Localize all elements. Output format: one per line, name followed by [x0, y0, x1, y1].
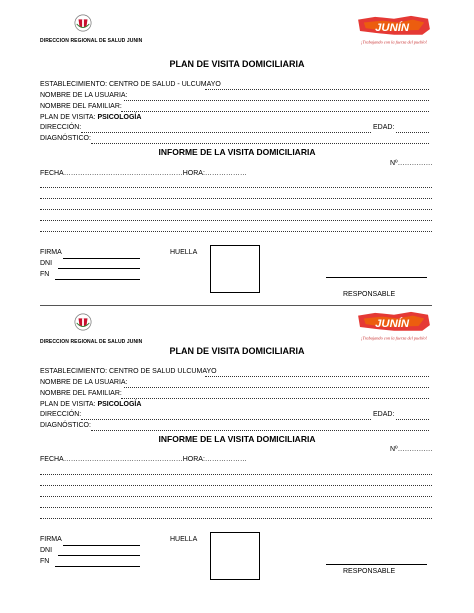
relative-name-line: [121, 398, 429, 399]
report-line: [40, 209, 432, 210]
address-line: [81, 132, 371, 133]
responsible-label: RESPONSABLE: [343, 291, 396, 298]
report-title: INFORME DE LA VISITA DOMICILIARIA: [158, 147, 316, 157]
visit-plan-field: [40, 114, 141, 121]
fn-label: FN: [40, 558, 50, 565]
date-time-field: FECHA……………………………………………HORA:………………: [40, 170, 247, 177]
report-number: Nº……………: [390, 446, 433, 453]
report-title: INFORME DE LA VISITA DOMICILIARIA: [158, 434, 316, 444]
responsible-label: RESPONSABLE: [343, 568, 396, 575]
report-line: [40, 187, 432, 188]
fingerprint-label: HUELLA: [170, 536, 198, 543]
dni-label: DNI: [40, 547, 53, 554]
peru-seal-icon: [74, 14, 92, 32]
fingerprint-label: HUELLA: [170, 249, 198, 256]
age-line: [396, 132, 429, 133]
establishment-line: [205, 89, 429, 90]
report-line: [40, 220, 432, 221]
relative-name-label: NOMBRE DEL FAMILIAR:: [40, 103, 122, 110]
report-line: [40, 507, 432, 508]
relative-name-line: [121, 111, 429, 112]
form-title: PLAN DE VISITA DOMICILIARIA: [169, 59, 305, 69]
report-line: [40, 198, 432, 199]
fn-line: [55, 566, 140, 567]
fingerprint-box: [210, 532, 260, 580]
report-line: [40, 474, 432, 475]
responsible-signature-line: [326, 277, 427, 278]
age-label: EDAD:: [373, 124, 395, 131]
signature-line: [63, 258, 140, 259]
age-label: EDAD:: [373, 411, 395, 418]
report-line: [40, 485, 432, 486]
logo-wordmark: JUNÍN: [375, 318, 410, 330]
establishment-line: [205, 376, 429, 377]
logo-slogan: ¡Trabajando con la fuerza del pueblo!: [360, 39, 428, 45]
establishment-field: ESTABLECIMIENTO: CENTRO DE SALUD ULCUMAYO: [40, 368, 217, 375]
patient-name-label: NOMBRE DE LA USUARIA:: [40, 379, 128, 386]
patient-name-line: [124, 100, 429, 101]
junin-region-logo: [356, 310, 432, 344]
responsible-signature-line: [326, 564, 427, 565]
visit-plan-value: PSICOLOGÍA: [97, 114, 142, 121]
visit-form-2: [0, 299, 474, 599]
visit-form-1: [0, 0, 474, 300]
junin-region-logo: [356, 14, 432, 48]
dni-label: DNI: [40, 260, 53, 267]
fn-line: [55, 279, 140, 280]
patient-name-label: NOMBRE DE LA USUARIA:: [40, 92, 128, 99]
establishment-field: ESTABLECIMIENTO: CENTRO DE SALUD - ULCUMAYO: [40, 81, 221, 88]
address-label: DIRECCIÓN:: [40, 124, 82, 131]
diagnosis-line: [91, 430, 429, 431]
dni-line: [58, 268, 140, 269]
fingerprint-box: [210, 245, 260, 293]
patient-name-line: [124, 387, 429, 388]
visit-plan-value: PSICOLOGÍA: [97, 401, 142, 408]
dni-line: [58, 555, 140, 556]
report-number: Nº……………: [390, 160, 433, 167]
address-line: [81, 419, 371, 420]
diagnosis-line: [91, 143, 429, 144]
diagnosis-label: DIAGNÓSTICO:: [40, 135, 91, 142]
peru-seal-icon: [74, 313, 92, 331]
org-name: DIRECCION REGIONAL DE SALUD JUNIN: [40, 38, 143, 44]
fn-label: FN: [40, 271, 50, 278]
age-line: [396, 419, 429, 420]
visit-plan-field: [40, 401, 141, 408]
diagnosis-label: DIAGNÓSTICO:: [40, 422, 91, 429]
report-line: [40, 518, 432, 519]
signature-label: FIRMA: [40, 249, 62, 256]
logo-wordmark: JUNÍN: [375, 22, 410, 34]
address-label: DIRECCIÓN:: [40, 411, 82, 418]
relative-name-label: NOMBRE DEL FAMILIAR:: [40, 390, 122, 397]
org-name: DIRECCION REGIONAL DE SALUD JUNIN: [40, 339, 143, 345]
signature-line: [63, 545, 140, 546]
report-line: [40, 231, 432, 232]
date-time-field: FECHA……………………………………………HORA:………………: [40, 456, 247, 463]
report-line: [40, 496, 432, 497]
visit-plan-label: PLAN DE VISITA:: [40, 114, 96, 121]
logo-slogan: ¡Trabajando con la fuerza del pueblo!: [360, 335, 428, 341]
signature-label: FIRMA: [40, 536, 62, 543]
visit-plan-label: PLAN DE VISITA:: [40, 401, 96, 408]
form-title: PLAN DE VISITA DOMICILIARIA: [169, 346, 305, 356]
